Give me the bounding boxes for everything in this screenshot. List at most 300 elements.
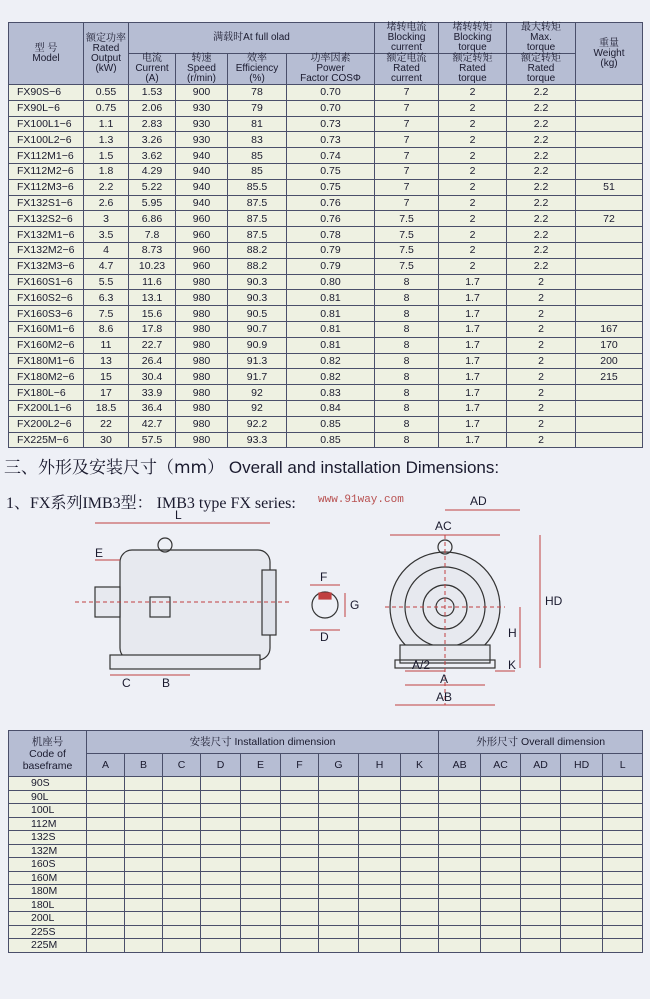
dims-cell: [481, 831, 521, 845]
dims-cell: [281, 858, 319, 872]
dims-cell: [201, 858, 241, 872]
subsection-1-heading: 1、FX系列IMB3型： IMB3 type FX series:: [6, 495, 296, 512]
dims-cell: [319, 777, 359, 791]
dims-cell: [87, 885, 125, 899]
perf-cell: 22.7: [129, 337, 176, 353]
perf-row: [9, 353, 643, 369]
perf-cell: FX112M2−6: [9, 163, 84, 179]
perf-cell: 90.3: [228, 290, 287, 306]
header-weight: 重量 Weight (kg): [576, 23, 643, 85]
perf-cell: 2: [507, 416, 576, 432]
dims-cell: [281, 871, 319, 885]
dims-cell: [281, 831, 319, 845]
perf-row: [9, 369, 643, 385]
dims-cell: [319, 831, 359, 845]
dims-cell: [281, 790, 319, 804]
dims-row: [9, 858, 643, 872]
perf-cell: FX160S2−6: [9, 290, 84, 306]
dims-cell: [561, 831, 603, 845]
perf-cell: [576, 416, 643, 432]
dims-cell: [241, 790, 281, 804]
label-D: D: [320, 630, 329, 644]
header-rated-torque-1: 额定转矩 Rated torque: [439, 54, 507, 85]
perf-cell: 980: [176, 274, 228, 290]
perf-cell: 8: [375, 400, 439, 416]
dims-cell: [521, 817, 561, 831]
dims-code-cell: 90L: [9, 790, 87, 804]
perf-cell: 42.7: [129, 416, 176, 432]
perf-cell: FX90L−6: [9, 100, 84, 116]
perf-row: [9, 416, 643, 432]
perf-cell: 0.84: [287, 400, 375, 416]
perf-cell: 7: [375, 148, 439, 164]
dims-cell: [319, 912, 359, 926]
perf-cell: 0.75: [287, 179, 375, 195]
perf-cell: 8: [375, 385, 439, 401]
perf-cell: 5.22: [129, 179, 176, 195]
perf-cell: 0.74: [287, 148, 375, 164]
header-code: 机座号 Code of baseframe: [9, 731, 87, 777]
dims-cell: [439, 844, 481, 858]
perf-row: [9, 321, 643, 337]
perf-cell: 2: [507, 306, 576, 322]
perf-row: [9, 211, 643, 227]
perf-cell: FX132M1−6: [9, 227, 84, 243]
perf-cell: 8: [375, 369, 439, 385]
dims-cell: [163, 912, 201, 926]
dims-cell: [281, 885, 319, 899]
perf-cell: 5.95: [129, 195, 176, 211]
perf-cell: FX100L2−6: [9, 132, 84, 148]
perf-cell: 980: [176, 321, 228, 337]
perf-cell: 78: [228, 85, 287, 101]
dims-cell: [319, 844, 359, 858]
motor-feet-side: [110, 655, 260, 669]
dims-col-header: AB: [439, 754, 481, 777]
dims-cell: [201, 790, 241, 804]
perf-cell: 1.53: [129, 85, 176, 101]
dims-col-header: HD: [561, 754, 603, 777]
perf-cell: 87.5: [228, 227, 287, 243]
perf-cell: 92: [228, 400, 287, 416]
perf-cell: 90.9: [228, 337, 287, 353]
dims-cell: [603, 858, 643, 872]
perf-cell: 0.55: [84, 85, 129, 101]
perf-cell: 2.2: [507, 195, 576, 211]
dims-cell: [521, 790, 561, 804]
dims-col-header: AD: [521, 754, 561, 777]
dims-cell: [561, 885, 603, 899]
dims-cell: [319, 804, 359, 818]
dims-cell: [561, 898, 603, 912]
perf-cell: 0.81: [287, 321, 375, 337]
perf-cell: 3.26: [129, 132, 176, 148]
dims-cell: [163, 844, 201, 858]
dims-cell: [561, 817, 603, 831]
dims-col-header: E: [241, 754, 281, 777]
dims-cell: [401, 939, 439, 953]
dims-cell: [439, 925, 481, 939]
dims-cell: [521, 925, 561, 939]
dims-cell: [401, 912, 439, 926]
perf-cell: 960: [176, 211, 228, 227]
perf-cell: 0.75: [287, 163, 375, 179]
perf-cell: 87.5: [228, 211, 287, 227]
perf-cell: 2: [507, 400, 576, 416]
perf-cell: 0.73: [287, 132, 375, 148]
perf-cell: [576, 258, 643, 274]
perf-cell: 930: [176, 100, 228, 116]
perf-cell: 33.9: [129, 385, 176, 401]
perf-cell: 93.3: [228, 432, 287, 448]
dims-cell: [521, 804, 561, 818]
perf-cell: 36.4: [129, 400, 176, 416]
perf-cell: 7: [375, 100, 439, 116]
dims-code-cell: 180L: [9, 898, 87, 912]
dims-cell: [125, 844, 163, 858]
perf-cell: 87.5: [228, 195, 287, 211]
perf-cell: FX132S2−6: [9, 211, 84, 227]
dims-cell: [87, 790, 125, 804]
perf-cell: 90.3: [228, 274, 287, 290]
dims-cell: [201, 885, 241, 899]
dims-cell: [521, 912, 561, 926]
perf-cell: 0.85: [287, 432, 375, 448]
perf-cell: 91.3: [228, 353, 287, 369]
dims-cell: [401, 925, 439, 939]
dims-cell: [163, 817, 201, 831]
dims-cell: [521, 871, 561, 885]
dims-code-cell: 132S: [9, 831, 87, 845]
label-C: C: [122, 676, 131, 690]
perf-cell: 980: [176, 337, 228, 353]
dims-cell: [319, 790, 359, 804]
dims-col-header: D: [201, 754, 241, 777]
dims-cell: [401, 858, 439, 872]
dims-code-cell: 200L: [9, 912, 87, 926]
perf-cell: 1.7: [439, 306, 507, 322]
dims-row: [9, 885, 643, 899]
perf-cell: 7.5: [375, 227, 439, 243]
dims-cell: [319, 939, 359, 953]
dims-cell: [359, 898, 401, 912]
dims-row: [9, 844, 643, 858]
perf-row: [9, 432, 643, 448]
perf-cell: 92: [228, 385, 287, 401]
dims-cell: [401, 844, 439, 858]
dims-cell: [125, 885, 163, 899]
perf-cell: 2: [439, 258, 507, 274]
perf-cell: 85: [228, 148, 287, 164]
perf-cell: 2: [507, 353, 576, 369]
dims-cell: [481, 817, 521, 831]
watermark: www.91way.com: [318, 494, 404, 506]
dims-col-header: H: [359, 754, 401, 777]
dims-cell: [163, 790, 201, 804]
perf-cell: [576, 85, 643, 101]
header-overall: 外形尺寸 Overall dimension: [439, 731, 643, 754]
perf-cell: 2.06: [129, 100, 176, 116]
dims-cell: [201, 939, 241, 953]
perf-cell: 940: [176, 148, 228, 164]
perf-cell: 8: [375, 416, 439, 432]
perf-cell: 91.7: [228, 369, 287, 385]
perf-cell: 2: [507, 290, 576, 306]
perf-cell: 4: [84, 242, 129, 258]
header-speed: 转速 Speed (r/min): [176, 54, 228, 85]
dims-cell: [521, 777, 561, 791]
dims-col-header: L: [603, 754, 643, 777]
dims-cell: [603, 844, 643, 858]
perf-cell: 88.2: [228, 242, 287, 258]
perf-cell: 8: [375, 306, 439, 322]
dims-cell: [87, 831, 125, 845]
dims-cell: [439, 885, 481, 899]
dims-cell: [521, 885, 561, 899]
perf-cell: 13.1: [129, 290, 176, 306]
perf-cell: 0.80: [287, 274, 375, 290]
perf-cell: 8: [375, 321, 439, 337]
dims-cell: [87, 858, 125, 872]
dims-cell: [281, 898, 319, 912]
dims-cell: [125, 858, 163, 872]
perf-cell: 980: [176, 353, 228, 369]
dims-col-header: AC: [481, 754, 521, 777]
dims-cell: [87, 912, 125, 926]
dims-cell: [241, 777, 281, 791]
label-F: F: [320, 570, 328, 584]
perf-cell: 940: [176, 163, 228, 179]
perf-cell: 83: [228, 132, 287, 148]
perf-row: [9, 306, 643, 322]
perf-cell: FX200L1−6: [9, 400, 84, 416]
dims-cell: [319, 885, 359, 899]
dims-cell: [163, 777, 201, 791]
dims-cell: [481, 898, 521, 912]
perf-cell: 980: [176, 416, 228, 432]
dims-cell: [87, 939, 125, 953]
dims-row: [9, 831, 643, 845]
dims-col-header: G: [319, 754, 359, 777]
dims-row: [9, 898, 643, 912]
dims-cell: [439, 790, 481, 804]
dims-cell: [481, 912, 521, 926]
dims-cell: [481, 790, 521, 804]
perf-row: [9, 163, 643, 179]
perf-cell: FX160M2−6: [9, 337, 84, 353]
dims-cell: [241, 817, 281, 831]
label-G: G: [350, 598, 360, 612]
perf-cell: 2: [439, 116, 507, 132]
dims-cell: [281, 844, 319, 858]
perf-cell: 1.7: [439, 353, 507, 369]
dims-cell: [359, 912, 401, 926]
perf-cell: FX132M2−6: [9, 242, 84, 258]
dims-cell: [603, 885, 643, 899]
perf-cell: 2: [507, 432, 576, 448]
perf-cell: 1.5: [84, 148, 129, 164]
dims-cell: [439, 777, 481, 791]
dims-cell: [241, 939, 281, 953]
perf-cell: 2.6: [84, 195, 129, 211]
perf-row: [9, 116, 643, 132]
perf-cell: 0.76: [287, 195, 375, 211]
perf-cell: 30.4: [129, 369, 176, 385]
dims-cell: [561, 939, 603, 953]
dims-cell: [439, 871, 481, 885]
dims-cell: [359, 790, 401, 804]
perf-cell: 90.7: [228, 321, 287, 337]
perf-cell: FX100L1−6: [9, 116, 84, 132]
dims-cell: [241, 925, 281, 939]
perf-cell: 0.79: [287, 258, 375, 274]
dims-cell: [481, 871, 521, 885]
dims-code-cell: 112M: [9, 817, 87, 831]
dims-cell: [241, 885, 281, 899]
dims-cell: [401, 804, 439, 818]
performance-table: [8, 22, 643, 448]
dims-cell: [125, 831, 163, 845]
dims-cell: [201, 817, 241, 831]
perf-cell: 11.6: [129, 274, 176, 290]
perf-cell: [576, 400, 643, 416]
perf-cell: 57.5: [129, 432, 176, 448]
perf-cell: 7.8: [129, 227, 176, 243]
perf-cell: 7: [375, 132, 439, 148]
dims-cell: [125, 777, 163, 791]
perf-cell: 8: [375, 274, 439, 290]
dims-cell: [87, 898, 125, 912]
dims-cell: [163, 858, 201, 872]
dims-cell: [561, 777, 603, 791]
perf-cell: 2: [507, 369, 576, 385]
perf-cell: 15.6: [129, 306, 176, 322]
perf-cell: 79: [228, 100, 287, 116]
perf-cell: 1.8: [84, 163, 129, 179]
perf-cell: 930: [176, 132, 228, 148]
dims-cell: [281, 817, 319, 831]
perf-cell: [576, 306, 643, 322]
dims-code-cell: 132M: [9, 844, 87, 858]
perf-cell: 2: [439, 85, 507, 101]
label-H: H: [508, 626, 517, 640]
perf-cell: 2: [507, 385, 576, 401]
perf-cell: 980: [176, 432, 228, 448]
perf-cell: FX160M1−6: [9, 321, 84, 337]
perf-cell: [576, 385, 643, 401]
dims-cell: [603, 790, 643, 804]
perf-cell: 22: [84, 416, 129, 432]
label-AC: AC: [435, 519, 452, 533]
section-3-cn: 三、外形及安装尺寸（mm）: [4, 458, 225, 478]
section-3-en: Overall and installation Dimensions:: [228, 458, 500, 477]
perf-cell: FX132S1−6: [9, 195, 84, 211]
label-A: A: [440, 672, 449, 686]
dims-cell: [439, 804, 481, 818]
perf-cell: 8: [375, 353, 439, 369]
perf-cell: 17.8: [129, 321, 176, 337]
perf-cell: 4.29: [129, 163, 176, 179]
perf-cell: 4.7: [84, 258, 129, 274]
perf-cell: 0.85: [287, 416, 375, 432]
dimensions-table: [8, 730, 643, 953]
dims-cell: [319, 858, 359, 872]
dims-cell: [603, 939, 643, 953]
dims-cell: [521, 844, 561, 858]
label-HD: HD: [545, 594, 563, 608]
perf-cell: 3.5: [84, 227, 129, 243]
perf-cell: 0.82: [287, 353, 375, 369]
label-B: B: [162, 676, 171, 690]
perf-cell: 980: [176, 400, 228, 416]
dims-row: [9, 804, 643, 818]
perf-cell: 2.2: [507, 227, 576, 243]
dims-cell: [603, 777, 643, 791]
perf-cell: 30: [84, 432, 129, 448]
perf-cell: 167: [576, 321, 643, 337]
perf-cell: [576, 116, 643, 132]
dims-row: [9, 790, 643, 804]
dims-cell: [439, 898, 481, 912]
dims-row: [9, 871, 643, 885]
label-AD: AD: [470, 494, 487, 508]
dims-cell: [87, 804, 125, 818]
perf-cell: 2: [439, 100, 507, 116]
dims-cell: [241, 871, 281, 885]
dims-cell: [481, 844, 521, 858]
dims-cell: [561, 912, 603, 926]
perf-cell: 2.2: [507, 85, 576, 101]
dims-cell: [603, 831, 643, 845]
dims-cell: [561, 790, 603, 804]
dims-cell: [125, 912, 163, 926]
label-K: K: [508, 658, 517, 672]
dims-code-cell: 180M: [9, 885, 87, 899]
dims-cell: [521, 898, 561, 912]
dims-cell: [359, 858, 401, 872]
perf-cell: 1.7: [439, 274, 507, 290]
dims-cell: [521, 858, 561, 872]
header-max-torque: 最大转矩 Max. torque: [507, 23, 576, 54]
perf-cell: 7: [375, 195, 439, 211]
perf-cell: 8: [375, 432, 439, 448]
perf-cell: 940: [176, 195, 228, 211]
perf-cell: 2.83: [129, 116, 176, 132]
perf-cell: 0.83: [287, 385, 375, 401]
perf-cell: 2: [439, 179, 507, 195]
dims-cell: [401, 885, 439, 899]
dims-cell: [241, 844, 281, 858]
header-full-load: 满载时At full olad: [129, 23, 375, 54]
dims-code-cell: 160S: [9, 858, 87, 872]
perf-row: [9, 100, 643, 116]
perf-row: [9, 290, 643, 306]
perf-cell: 3.62: [129, 148, 176, 164]
perf-cell: 1.7: [439, 432, 507, 448]
dims-row: [9, 777, 643, 791]
perf-cell: 6.3: [84, 290, 129, 306]
perf-cell: 1.7: [439, 290, 507, 306]
perf-cell: [576, 100, 643, 116]
perf-cell: 8.73: [129, 242, 176, 258]
dims-cell: [561, 925, 603, 939]
perf-cell: 10.23: [129, 258, 176, 274]
dims-cell: [281, 777, 319, 791]
perf-cell: [576, 132, 643, 148]
perf-cell: FX90S−6: [9, 85, 84, 101]
perf-cell: 930: [176, 116, 228, 132]
header-model: 型 号 Model: [9, 23, 84, 85]
